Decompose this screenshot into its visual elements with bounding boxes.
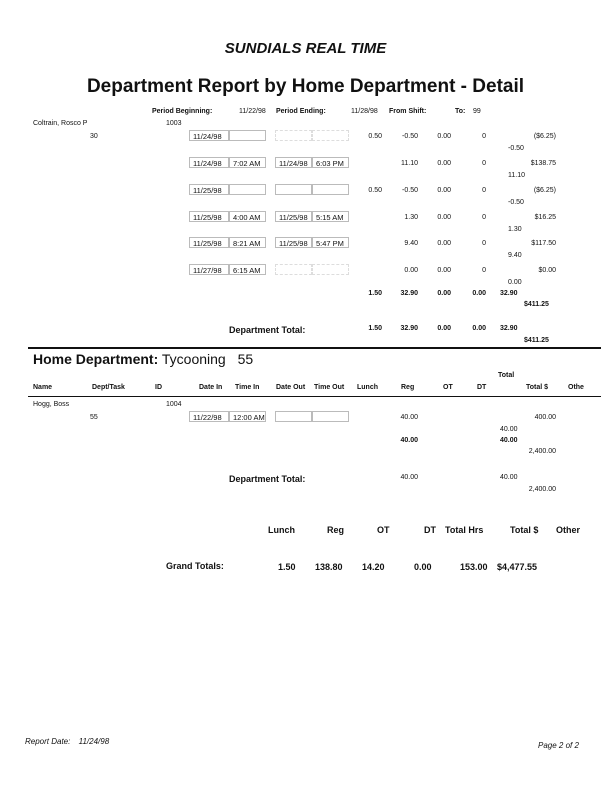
col-id: ID [155, 384, 162, 391]
date-in-field[interactable]: 11/25/98 [189, 184, 229, 195]
employee-total-ot: 0.00 [437, 290, 451, 297]
amount-value: ($6.25) [533, 133, 556, 140]
col-dt: DT [477, 384, 487, 391]
ot-value: 0.00 [437, 133, 451, 140]
grand-col-dt: DT [424, 525, 436, 535]
total-hrs-value: -0.50 [508, 145, 524, 152]
grand-col-other: Other [556, 525, 581, 535]
employee-total-reg: 40.00 [400, 437, 418, 444]
dept-total-amount: 2,400.00 [528, 486, 556, 493]
col-date-in: Date In [199, 384, 223, 391]
col-reg: Reg [401, 384, 415, 391]
dept-total-dt: 0.00 [472, 325, 486, 332]
col-time-in: Time In [235, 384, 260, 391]
grand-col-total-dollar: Total $ [510, 525, 539, 535]
dept-total-lunch: 1.50 [368, 325, 382, 332]
dt-value: 0 [482, 187, 486, 194]
employee-dept-task: 30 [90, 133, 98, 140]
home-department-name: Tycooning [161, 351, 226, 367]
employee-dept-task: 55 [90, 414, 98, 421]
time-out-field[interactable] [312, 411, 349, 422]
total-hrs-value: 0.00 [508, 279, 522, 286]
dept-total-amount: $411.25 [524, 337, 549, 344]
employee-id: 1003 [166, 120, 182, 127]
time-out-field[interactable]: 6:03 PM [312, 157, 349, 168]
employee-total-amount: $411.25 [524, 301, 549, 308]
dt-value: 0 [482, 267, 486, 274]
dt-value: 0 [482, 240, 486, 247]
dt-value: 0 [482, 214, 486, 221]
date-out-field[interactable]: 11/24/98 [275, 157, 312, 168]
grand-total-dollar: $4,477.55 [497, 562, 538, 572]
amount-value: 400.00 [534, 414, 556, 421]
reg-value: 9.40 [404, 240, 418, 247]
date-out-field[interactable]: 11/25/98 [275, 237, 312, 248]
grand-totals-label: Grand Totals: [166, 561, 224, 571]
grand-ot: 14.20 [362, 562, 385, 572]
date-out-field[interactable] [275, 184, 312, 195]
page-number: Page 2 of 2 [538, 741, 579, 750]
header-divider [28, 396, 601, 397]
grand-dt: 0.00 [414, 562, 432, 572]
employee-name: Hogg, Boss [33, 401, 70, 408]
employee-total-reg: 32.90 [400, 290, 418, 297]
time-out-field[interactable] [312, 130, 349, 141]
from-shift-label: From Shift: [389, 108, 427, 115]
col-date-out: Date Out [276, 384, 306, 391]
employee-total-hrs: 40.00 [500, 437, 518, 444]
total-hrs-value: 1.30 [508, 226, 522, 233]
reg-value: 40.00 [400, 414, 418, 421]
col-total-dollar: Total $ [526, 384, 549, 391]
col-time-out: Time Out [314, 384, 345, 391]
col-total-top: Total [498, 372, 515, 379]
employee-id: 1004 [166, 401, 182, 408]
dept-total-reg: 40.00 [400, 474, 418, 481]
department-total-label: Department Total: [229, 325, 306, 335]
home-department-label: Home Department: [33, 351, 159, 367]
date-out-field[interactable] [275, 130, 312, 141]
period-ending-label: Period Ending: [276, 108, 326, 115]
report-date [25, 737, 109, 746]
amount-value: $0.00 [538, 267, 556, 274]
date-in-field[interactable]: 11/22/98 [189, 411, 229, 422]
report-date-value: 11/24/98 [78, 737, 110, 746]
reg-value: 0.00 [404, 267, 418, 274]
grand-total-hrs: 153.00 [460, 562, 488, 572]
department-total-label: Department Total: [229, 474, 306, 484]
ot-value: 0.00 [437, 187, 451, 194]
to-label: To: [455, 108, 466, 115]
ot-value: 0.00 [437, 214, 451, 221]
ot-value: 0.00 [437, 267, 451, 274]
employee-total-lunch: 1.50 [368, 290, 382, 297]
date-in-field[interactable]: 11/24/98 [189, 130, 229, 141]
employee-total-hrs: 32.90 [500, 290, 518, 297]
company-title: SUNDIALS REAL TIME [224, 40, 387, 57]
employee-name: Coltrain, Rosco P [33, 120, 88, 127]
date-in-field[interactable]: 11/27/98 [189, 264, 229, 275]
grand-col-total-hrs: Total Hrs [445, 525, 484, 535]
amount-value: ($6.25) [533, 187, 556, 194]
col-ot: OT [443, 384, 453, 391]
dt-value: 0 [482, 133, 486, 140]
total-hrs-value: 40.00 [500, 426, 518, 433]
date-in-field[interactable]: 11/25/98 [189, 211, 229, 222]
amount-value: $117.50 [531, 240, 556, 247]
date-in-field[interactable]: 11/24/98 [189, 157, 229, 168]
period-ending-value: 11/28/98 [351, 108, 378, 115]
employee-total-dt: 0.00 [472, 290, 486, 297]
grand-col-lunch: Lunch [268, 525, 295, 535]
total-hrs-value: 11.10 [508, 172, 525, 179]
dt-value: 0 [482, 160, 486, 167]
to-value: 99 [473, 108, 481, 115]
dept-total-reg: 32.90 [400, 325, 418, 332]
report-title: Department Report by Home Department - Detail [86, 76, 525, 97]
lunch-value: 0.50 [368, 187, 382, 194]
reg-value: 11.10 [401, 160, 418, 167]
date-out-field[interactable] [275, 411, 312, 422]
dept-total-hrs: 32.90 [500, 325, 518, 332]
home-department-code: 55 [237, 351, 254, 367]
report-date-label: Report Date: [25, 737, 71, 746]
time-in-field[interactable] [229, 130, 266, 141]
col-name: Name [33, 384, 53, 391]
time-in-field[interactable] [229, 184, 266, 195]
date-out-field[interactable]: 11/25/98 [275, 211, 312, 222]
section-divider [28, 347, 601, 349]
time-in-field[interactable]: 12:00 AM [229, 411, 266, 422]
period-beginning-value: 11/22/98 [239, 108, 266, 115]
employee-total-amount: 2,400.00 [528, 448, 556, 455]
date-out-field[interactable] [275, 264, 312, 275]
time-in-field[interactable]: 7:02 AM [229, 157, 266, 168]
home-department-heading [33, 351, 253, 367]
time-in-field[interactable]: 6:15 AM [229, 264, 266, 275]
date-in-field[interactable]: 11/25/98 [189, 237, 229, 248]
dept-total-ot: 0.00 [437, 325, 451, 332]
reg-value: 1.30 [404, 214, 418, 221]
dept-total-hrs: 40.00 [500, 474, 518, 481]
amount-value: $138.75 [530, 160, 556, 167]
period-beginning-label: Period Beginning: [152, 108, 213, 115]
grand-lunch: 1.50 [278, 562, 296, 572]
time-out-field[interactable] [312, 264, 349, 275]
time-in-field[interactable]: 4:00 AM [229, 211, 266, 222]
total-hrs-value: 9.40 [508, 252, 522, 259]
ot-value: 0.00 [437, 240, 451, 247]
time-out-field[interactable]: 5:47 PM [312, 237, 349, 248]
grand-col-reg: Reg [327, 525, 345, 535]
reg-value: -0.50 [402, 187, 418, 194]
grand-reg: 138.80 [315, 562, 343, 572]
total-hrs-value: -0.50 [508, 199, 524, 206]
col-lunch: Lunch [357, 384, 378, 391]
ot-value: 0.00 [437, 160, 451, 167]
time-out-field[interactable] [312, 184, 349, 195]
col-dept-task: Dept/Task [92, 384, 125, 391]
grand-col-ot: OT [377, 525, 390, 535]
lunch-value: 0.50 [368, 133, 382, 140]
col-other: Othe [568, 384, 584, 391]
reg-value: -0.50 [402, 133, 418, 140]
amount-value: $16.25 [534, 214, 556, 221]
time-in-field[interactable]: 8:21 AM [229, 237, 266, 248]
time-out-field[interactable]: 5:15 AM [312, 211, 349, 222]
